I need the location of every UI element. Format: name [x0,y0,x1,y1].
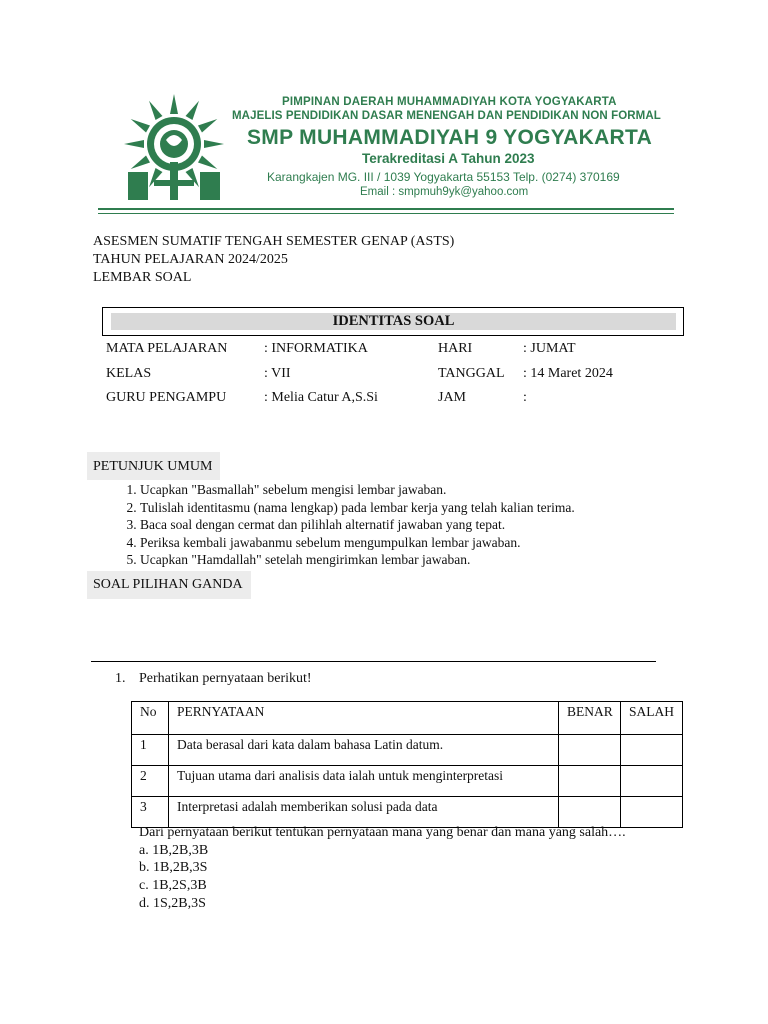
date-value: : 14 Maret 2024 [523,366,613,381]
letterhead [92,88,682,218]
letterhead-council: MAJELIS PENDIDIKAN DASAR MENENGAH DAN PENDIDIKAN NON FORMAL [232,110,661,122]
instruction-item: 3. Baca soal dengan cermat dan pilihlah alternatif jawaban yang tepat. [140,516,575,534]
column-header-false: SALAH [621,702,683,735]
academic-year: TAHUN PELAJARAN 2024/2025 [93,252,288,267]
option-d[interactable]: d. 1S,2B,3S [139,896,206,911]
table-header-row [132,702,683,735]
school-email: Email : smpmuh9yk@yahoo.com [360,186,529,198]
sheet-type: LEMBAR SOAL [93,270,192,285]
muhammadiyah-logo [114,92,234,204]
day-label: HARI [438,341,473,356]
false-cell[interactable] [621,766,683,797]
true-cell[interactable] [559,735,621,766]
school-name: SMP MUHAMMADIYAH 9 YOGYAKARTA [247,126,653,149]
soal-title: SOAL PILIHAN GANDA [93,577,243,592]
time-value: : [523,390,527,405]
subject-value: : INFORMATIKA [264,341,368,356]
table-row [132,797,683,828]
letterhead-organization: PIMPINAN DAERAH MUHAMMADIYAH KOTA YOGYAKARTA [282,96,617,108]
instruction-item: 5. Ucapkan "Hamdallah" setelah mengirimkan lembar jawaban. [140,551,575,569]
letterhead-rule-thin [98,213,674,214]
date-label: TANGGAL [438,366,505,381]
school-address: Karangkajen MG. III / 1039 Yogyakarta 55153 Telp. (0274) 370169 [267,170,620,184]
teacher-label: GURU PENGAMPU [106,390,227,405]
column-header-no: No [132,702,169,735]
subject-label: MATA PELAJARAN [106,341,228,356]
table-row [132,766,683,797]
row-number: 3 [132,797,169,828]
instruction-item: 4. Periksa kembali jawabanmu sebelum mengumpulkan lembar jawaban. [140,534,575,552]
instruction-item: 1. Ucapkan "Basmallah" sebelum mengisi lembar jawaban. [140,481,575,499]
question-text: Perhatikan pernyataan berikut! [139,671,312,686]
teacher-value: : Melia Catur A,S.Si [264,390,378,405]
accreditation: Terakreditasi A Tahun 2023 [362,151,535,166]
row-statement: Tujuan utama dari analisis data ialah untuk menginterpretasi [169,766,559,797]
true-cell[interactable] [559,766,621,797]
question-prompt: Dari pernyataan berikut tentukan pernyataan mana yang benar dan mana yang salah…. [139,825,626,840]
table-row [132,735,683,766]
class-label: KELAS [106,366,152,381]
class-value: : VII [264,366,291,381]
true-cell[interactable] [559,797,621,828]
petunjuk-title: PETUNJUK UMUM [93,459,213,474]
column-header-statement: PERNYATAAN [169,702,559,735]
instruction-item: 2. Tulislah identitasmu (nama lengkap) pada lembar kerja yang telah kalian terima. [140,499,575,517]
row-statement: Interpretasi adalah memberikan solusi pada data [169,797,559,828]
option-b[interactable]: b. 1B,2B,3S [139,860,208,875]
column-header-true: BENAR [559,702,621,735]
section-divider [91,661,656,662]
exam-title: ASESMEN SUMATIF TENGAH SEMESTER GENAP (ASTS) [93,234,455,249]
row-number: 2 [132,766,169,797]
row-statement: Data berasal dari kata dalam bahasa Latin datum. [169,735,559,766]
letterhead-rule [98,208,674,210]
false-cell[interactable] [621,797,683,828]
statement-table [131,701,683,828]
question-number: 1. [115,671,126,686]
false-cell[interactable] [621,735,683,766]
instruction-list [92,481,575,569]
identitas-title: IDENTITAS SOAL [332,313,455,329]
option-c[interactable]: c. 1B,2S,3B [139,878,207,893]
option-a[interactable]: a. 1B,2B,3B [139,843,209,858]
time-label: JAM [438,390,467,405]
day-value: : JUMAT [523,341,576,356]
row-number: 1 [132,735,169,766]
